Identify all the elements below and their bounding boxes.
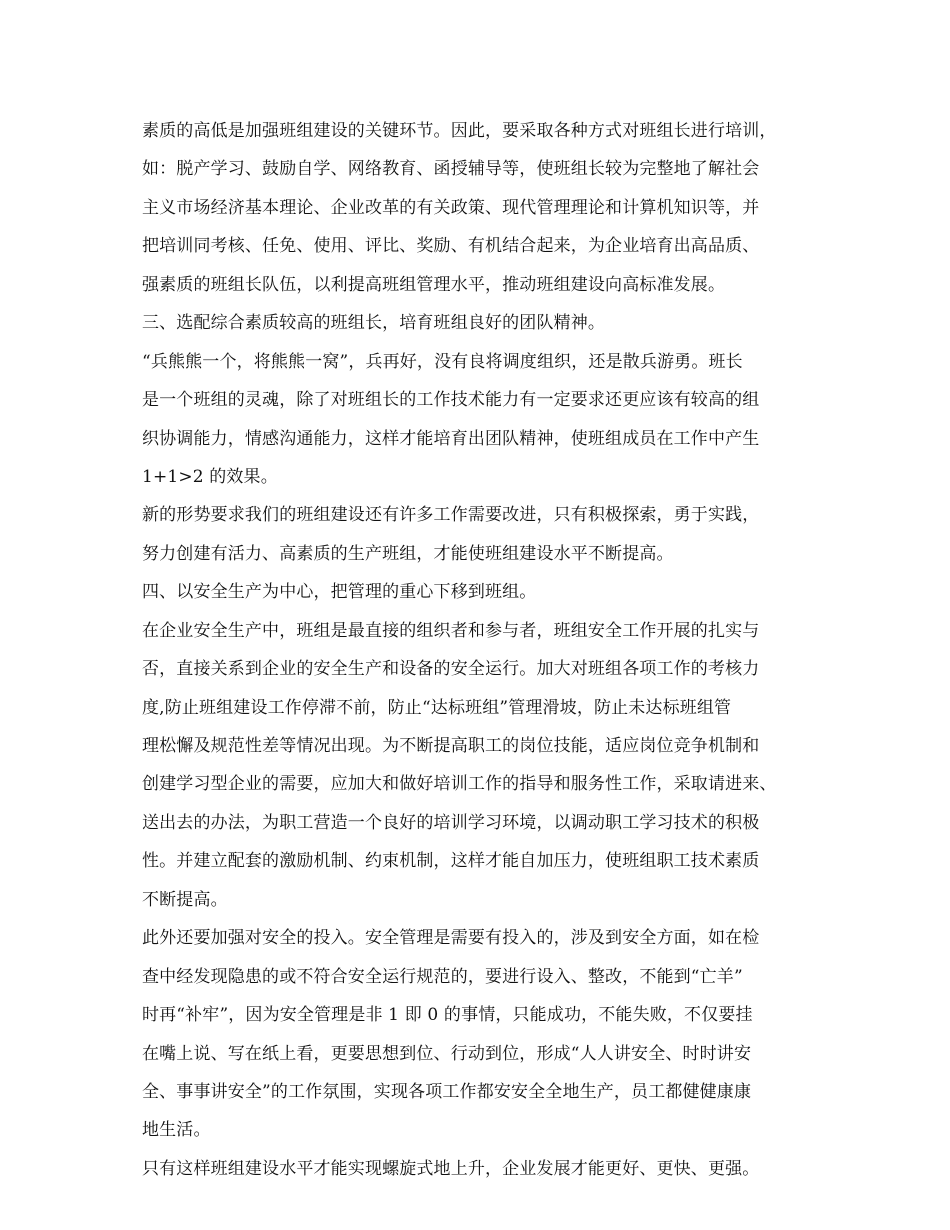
text-line: “兵熊熊一个，将熊熊一窝”，兵再好，没有良将调度组织，还是散兵游勇。班长: [142, 351, 743, 372]
text-line: 此外还要加强对安全的投入。安全管理是需要有投入的，涉及到安全方面，如在检: [142, 928, 760, 949]
text-line: 如：脱产学习、鼓励自学、网络教育、函授辅导等，使班组长较为完整地了解社会: [142, 159, 760, 180]
text-line: 把培训同考核、任免、使用、评比、奖励、有机结合起来，为企业培育出高品质、: [142, 236, 760, 257]
text-line: 地生活。: [142, 1120, 211, 1141]
text-line: 新的形势要求我们的班组建设还有许多工作需要改进，只有积极探索，勇于实践，: [142, 505, 760, 526]
text-line: 送出去的办法，为职工营造一个良好的培训学习环境，以调动职工学习技术的积极: [142, 812, 760, 833]
text-line: 时再“补牢”，因为安全管理是非 1 即 0 的事情，只能成功，不能失败，不仅要挂: [142, 1005, 753, 1026]
text-line: 性。并建立配套的激励机制、约束机制，这样才能自加压力，使班组职工技术素质: [142, 851, 760, 872]
text-line: 努力创建有活力、高素质的生产班组，才能使班组建设水平不断提高。: [142, 543, 674, 564]
section-heading: 四、以安全生产为中心，把管理的重心下移到班组。: [142, 582, 537, 603]
text-line: 不断提高。: [142, 889, 228, 910]
text-line: 1+1>2 的效果。: [142, 466, 278, 487]
text-line: 只有这样班组建设水平才能实现螺旋式地上升，企业发展才能更好、更快、更强。: [142, 1158, 760, 1179]
text-line: 主义市场经济基本理论、企业改革的有关政策、现代管理理论和计算机知识等，并: [142, 197, 760, 218]
text-line: 素质的高低是加强班组建设的关键环节。因此，要采取各种方式对班组长进行培训，: [142, 121, 777, 141]
text-line: 创建学习型企业的需要，应加大和做好培训工作的指导和服务性工作，采取请进来、: [142, 774, 777, 795]
text-line: 在嘴上说、写在纸上看，更要思想到位、行动到位，形成“人人讲安全、时时讲安: [142, 1043, 752, 1064]
text-line: 织协调能力，情感沟通能力，这样才能培育出团队精神，使班组成员在工作中产生: [142, 428, 760, 449]
text-line: 度,防止班组建设工作停滞不前，防止“达标班组”管理滑坡，防止未达标班组管: [142, 697, 732, 718]
text-line: 理松懈及规范性差等情况出现。为不断提高职工的岗位技能，适应岗位竞争机制和: [142, 736, 760, 756]
text-line: 是一个班组的灵魂，除了对班组长的工作技术能力有一定要求还更应该有较高的组: [142, 390, 760, 411]
text-line: 强素质的班组长队伍，以利提高班组管理水平，推动班组建设向高标准发展。: [142, 274, 726, 295]
text-line: 否，直接关系到企业的安全生产和设备的安全运行。加大对班组各项工作的考核力: [142, 659, 760, 680]
document-body: [142, 112, 832, 1188]
section-heading: 三、选配综合素质较高的班组长，培育班组良好的团队精神。: [142, 313, 606, 334]
text-line: 在企业安全生产中，班组是最直接的组织者和参与者，班组安全工作开展的扎实与: [142, 620, 760, 641]
text-line: 全、事事讲安全”的工作氛围，实现各项工作都安安全全地生产，员工都健健康康: [142, 1081, 752, 1102]
text-line: 查中经发现隐患的或不符合安全运行规范的，要进行设入、整改，不能到“亡羊”: [142, 966, 743, 987]
